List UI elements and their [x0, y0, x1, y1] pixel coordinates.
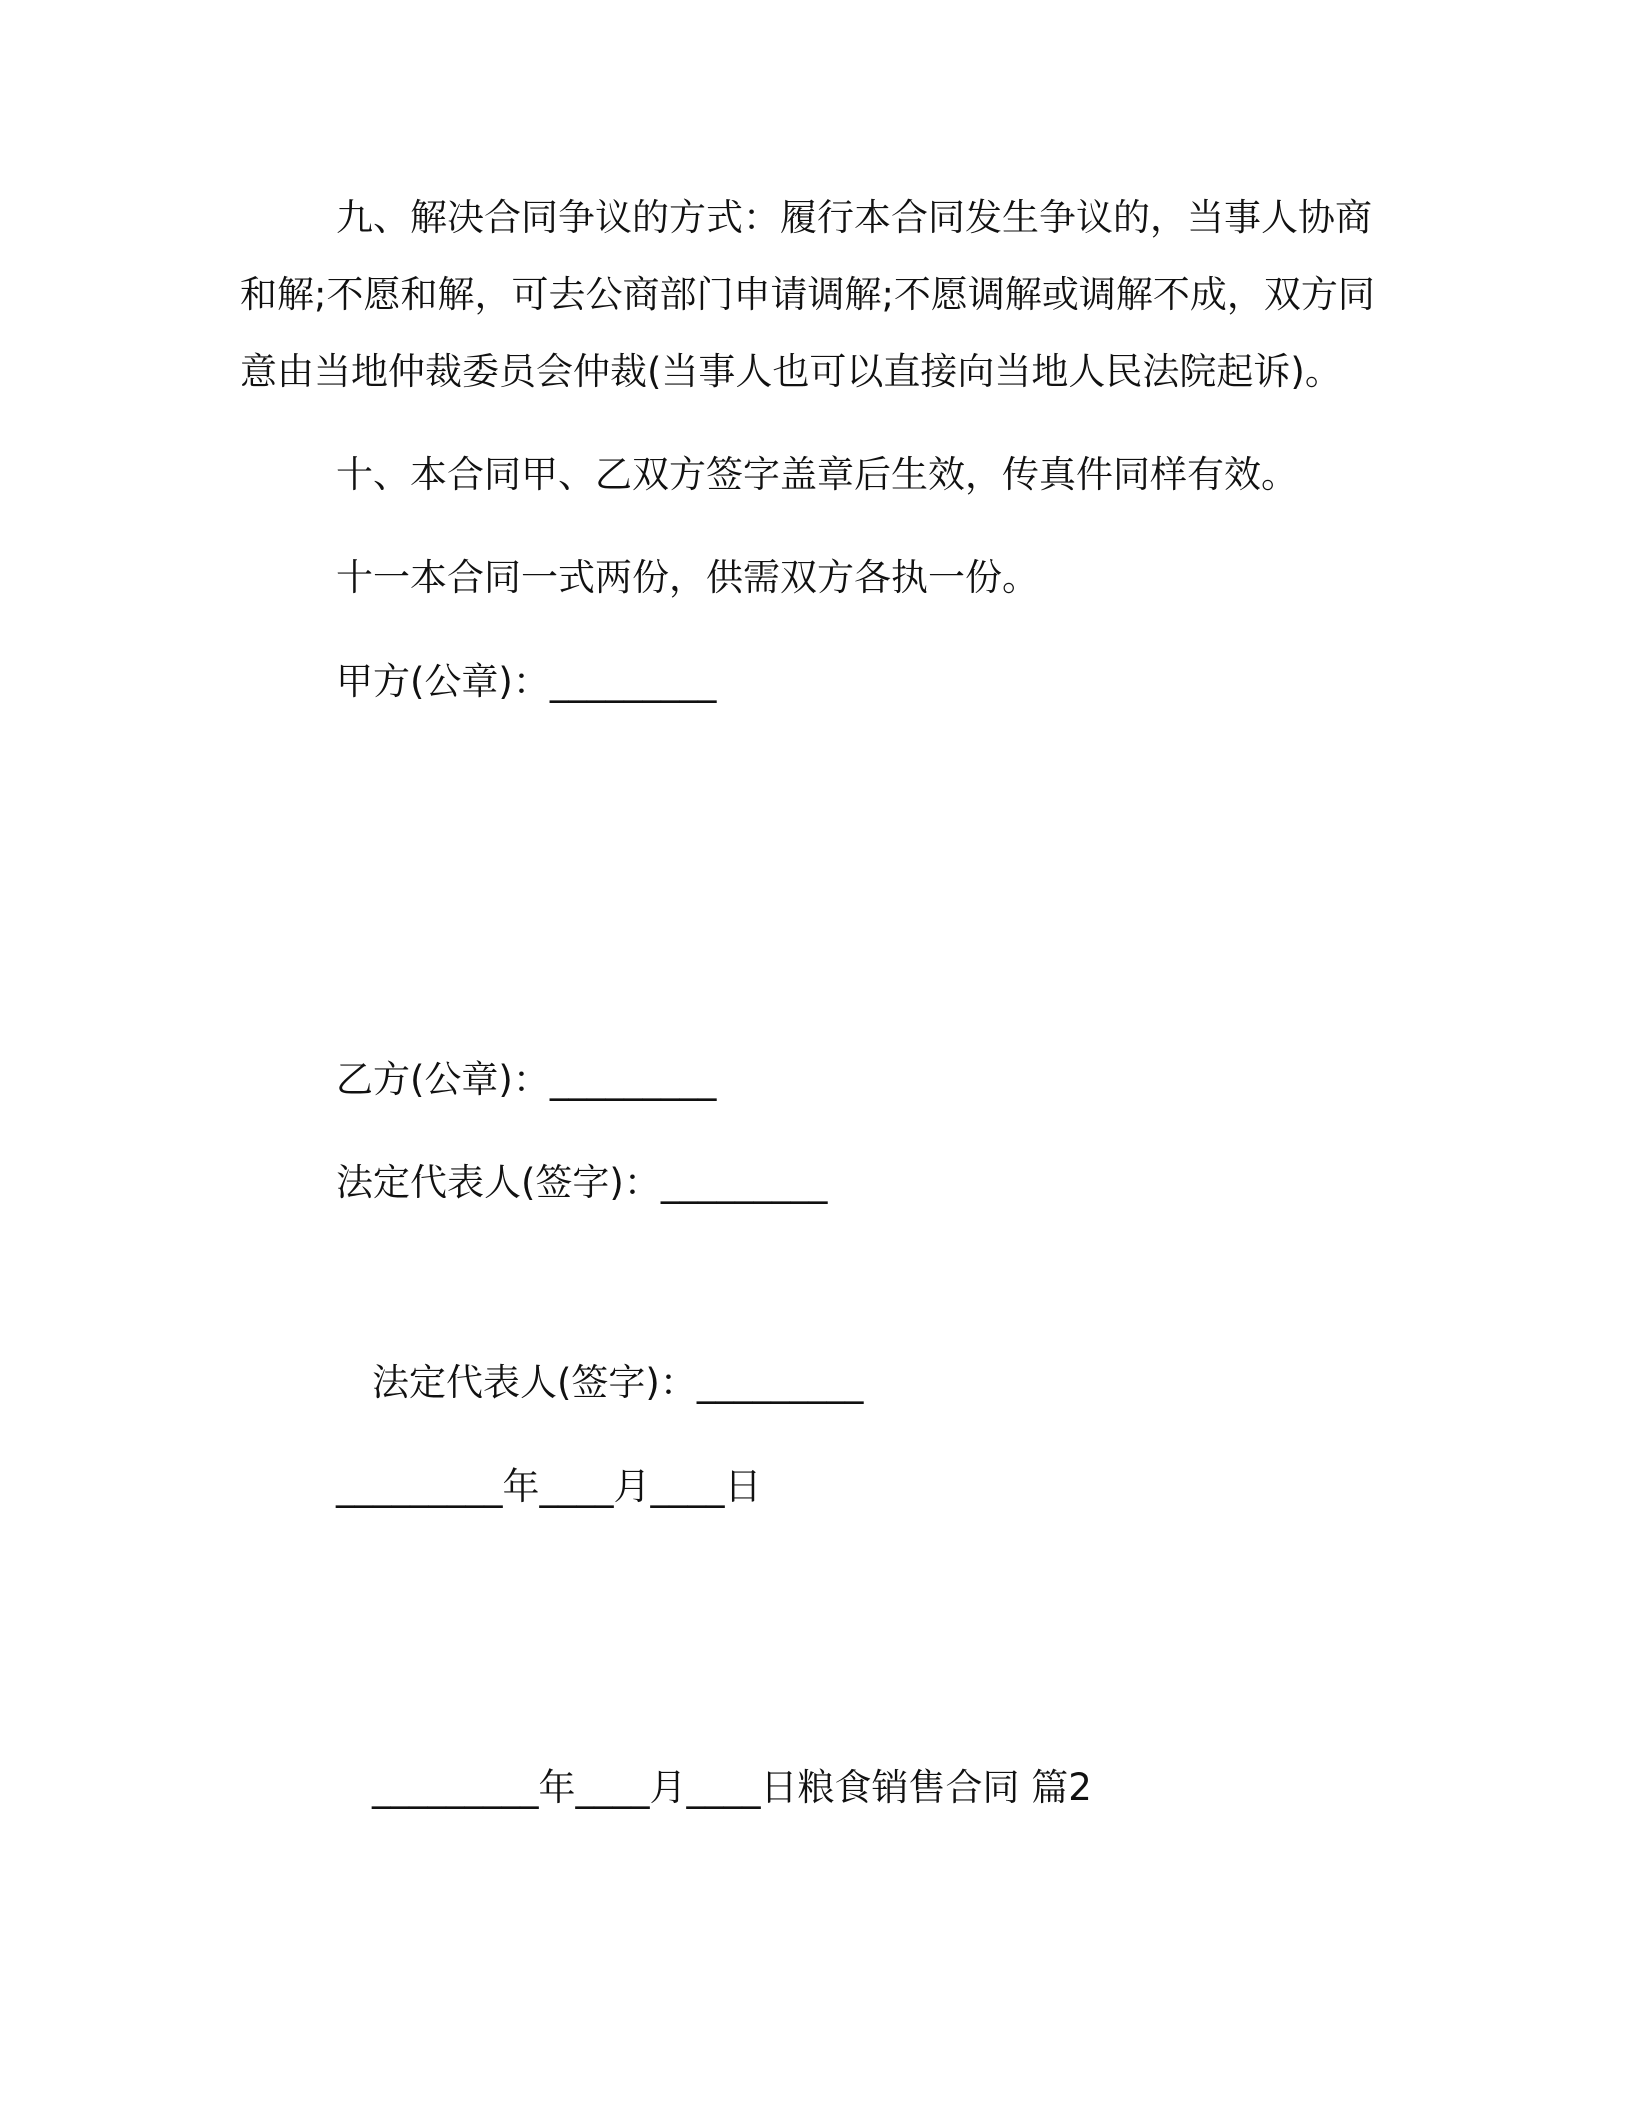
clause-9-line-1: 九、解决合同争议的方式：履行本合同发生争议的，当事人协商 — [336, 196, 1372, 239]
legal-representative-signature-1: 法定代表人(签字)：_________ — [336, 1161, 828, 1204]
clause-9-line-3: 意由当地仲裁委员会仲裁(当事人也可以直接向当地人民法院起诉)。 — [240, 350, 1342, 393]
clause-11: 十一本合同一式两份，供需双方各执一份。 — [336, 556, 1039, 599]
clause-10: 十、本合同甲、乙双方签字盖章后生效，传真件同样有效。 — [336, 453, 1298, 496]
clause-9-line-2: 和解;不愿和解，可去公商部门申请调解;不愿调解或调解不成，双方同 — [240, 273, 1375, 316]
date-line: _________年____月____日 — [336, 1465, 762, 1508]
next-contract-title: _________年____月____日粮食销售合同 篇2 — [372, 1766, 1092, 1809]
party-a-seal-line: 甲方(公章)：_________ — [336, 660, 717, 703]
legal-representative-signature-2: 法定代表人(签字)：_________ — [372, 1361, 864, 1404]
party-b-seal-line: 乙方(公章)：_________ — [336, 1058, 717, 1101]
